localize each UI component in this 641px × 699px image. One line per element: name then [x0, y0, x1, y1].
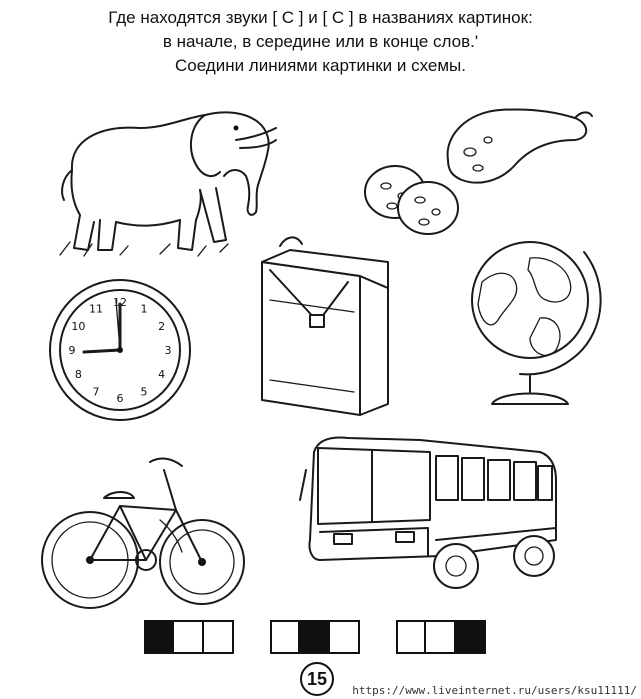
scheme-3[interactable] — [396, 620, 486, 654]
clock-number: 12 — [113, 296, 127, 309]
scheme-cell — [300, 620, 330, 654]
sausage-icon[interactable] — [365, 109, 592, 234]
instruction-line-1: Где находятся звуки [ С ] и [ С ] в названиях картинок: — [108, 8, 533, 27]
clock-number: 11 — [89, 302, 103, 316]
scheme-cell — [330, 620, 360, 654]
scheme-1[interactable] — [144, 620, 234, 654]
clock-number: 7 — [92, 385, 100, 399]
scheme-cell — [426, 620, 456, 654]
globe-icon[interactable] — [472, 242, 601, 404]
elephant-icon[interactable] — [60, 112, 276, 256]
scheme-cell — [174, 620, 204, 654]
scheme-2[interactable] — [270, 620, 360, 654]
clock-number: 6 — [116, 392, 124, 405]
clock-number: 5 — [140, 385, 148, 399]
bus-icon[interactable] — [300, 438, 556, 588]
clock-number: 3 — [164, 344, 172, 357]
watermark: https://www.liveinternet.ru/users/ksu11111/ — [352, 684, 637, 697]
scheme-cell — [456, 620, 486, 654]
clock-number: 10 — [71, 320, 86, 333]
clock-number: 1 — [140, 302, 148, 316]
scheme-cell — [270, 620, 300, 654]
instruction-line-3: Соедини линиями картинки и схемы. — [174, 56, 467, 75]
clock-number: 9 — [68, 344, 76, 357]
clock-number: 4 — [158, 368, 166, 381]
bicycle-icon[interactable] — [42, 459, 244, 608]
scheme-cell — [144, 620, 174, 654]
clock-number: 8 — [74, 368, 82, 381]
clock-number: 2 — [158, 320, 166, 333]
suitcase-icon[interactable] — [262, 237, 388, 415]
instruction-line-2: в начале, в середине или в конце слов.' — [162, 32, 479, 51]
scheme-cell — [396, 620, 426, 654]
clock-icon[interactable] — [50, 280, 190, 420]
scheme-cell — [204, 620, 234, 654]
page-number: 15 — [300, 662, 334, 696]
